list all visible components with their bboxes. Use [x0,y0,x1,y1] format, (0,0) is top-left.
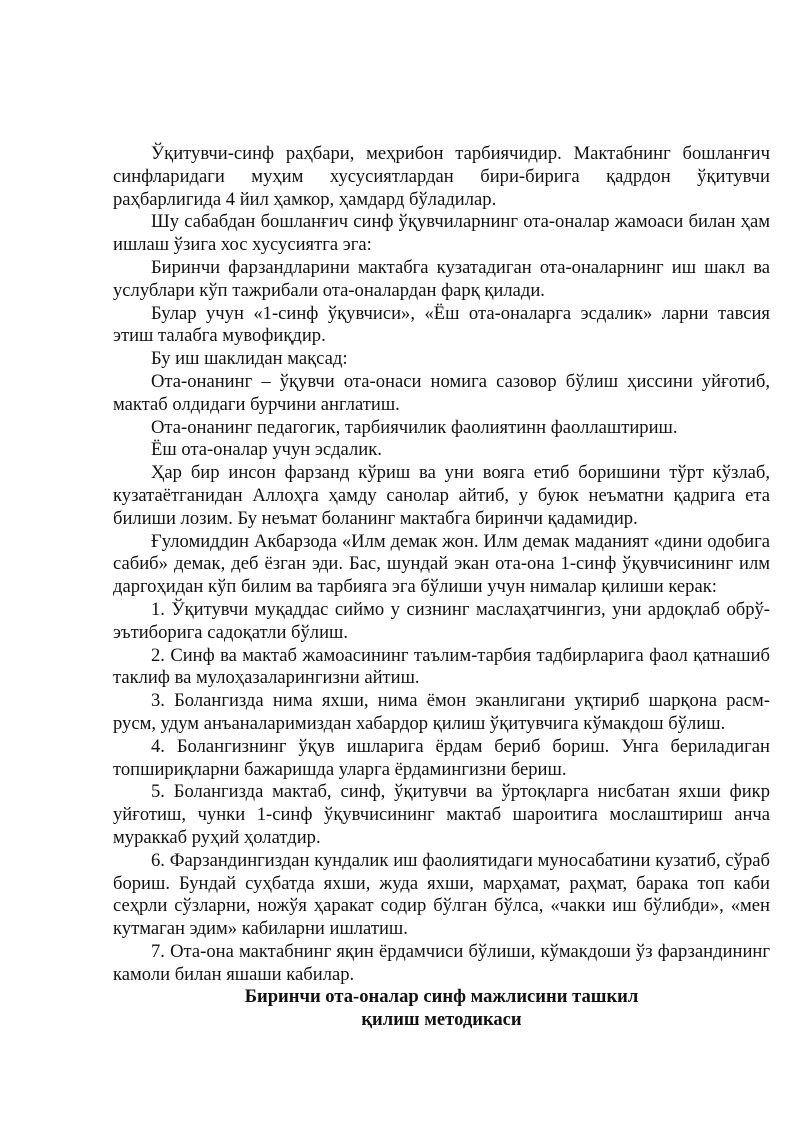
list-item-7: 7. Ота-она мактабнинг яқин ёрдамчиси бўлиши, кўмакдоши ўз фарзандининг камоли билан яшаши кабилар. [113,940,770,985]
list-item-4: 4. Болангизнинг ўқув ишларига ёрдам бериб бориш. Унга бериладиган топшириқларни бажаришда уларга ёрдамингизни бериш. [113,735,770,780]
paragraph-purpose-item-1: Ота-онанинг – ўқувчи ота-онаси номига сазовор бўлиш ҳиссини уйғотиб, мактаб олдидаги бурчини англатиш. [113,370,770,415]
section-heading-line-2: қилиш методикаси [361,1008,522,1030]
paragraph-purpose-item-2: Ота-онанинг педагогик, тарбиячилик фаолиятинн фаоллаштириш. [151,416,678,438]
paragraph-purpose-item-3: Ёш ота-оналар учун эсдалик. [151,439,382,461]
paragraph-quote: Ғуломиддин Акбарзода «Илм демак жон. Илм демак маданият «дини одобига сабиб» демак, деб ёзган эди. Бас, шундай экан ота-она 1-синф ўқувчисининг илм даргоҳидан кўп билим ва тарбияга эга бўлиши учун нималар қилиши керак: [113,530,770,598]
list-item-5: 5. Болангизда мактаб, синф, ўқитувчи ва ўртоқларга нисбатан яхши фикр уйғотиш, чунки 1-синф ўқувчисининг мактаб шароитига мослаштириш анча мураккаб руҳий ҳолатдир. [113,781,770,848]
list-item-2: 2. Синф ва мактаб жамоасининг таълим-тарбия тадбирларига фаол қатнашиб таклиф ва мулоҳазаларингизни айтиш. [113,644,770,689]
paragraph-intro: Ўқитувчи-синф раҳбари, меҳрибон тарбиячидир. Мактабнинг бошланғич синфларидаги муҳим хусусиятлардан бири-бирига қадрдон ўқитувчи раҳбарлигида 4 йил ҳамкор, ҳамдард бўладилар. [113,143,770,210]
paragraph-recommendation: Булар учун «1-синф ўқувчиси», «Ёш ота-оналарга эсдалик» ларни тавсия этиш талабга мувофиқдир. [113,302,770,347]
paragraph-parents-community: Шу сабабдан бошланғич синф ўқувчиларнинг ота-оналар жамоаси билан ҳам ишлаш ўзига хос хусусиятга эга: [113,211,770,256]
section-heading-line-1: Биринчи ота-оналар синф мажлисини ташкил [244,986,639,1007]
body-text [113,143,770,986]
paragraph-purpose: Бу иш шаклидан мақсад: [151,348,348,370]
section-heading [113,986,770,1032]
list-item-1: 1. Ўқитувчи муқаддас сиймо у сизнинг маслаҳатчингиз, уни ардоқлаб обрў-эътиборига садоқатли бўлиш. [113,598,770,643]
paragraph-first-time-parents: Биринчи фарзандларини мактабга кузатадиган ота-оналарнинг иш шакл ва услублари кўп тажрибали ота-оналардан фарқ қилади. [113,256,770,301]
list-item-3: 3. Болангизда нима яхши, нима ёмон эканлигани уқтириб шарқона расм-русм, удум анъаналаримиздан хабардор қилиш ўқитувчига кўмакдош бўлиш. [113,690,770,734]
paragraph-child-blessing: Ҳар бир инсон фарзанд кўриш ва уни вояга етиб боришини тўрт кўзлаб, кузатаётганидан Аллоҳга ҳамду санолар айтиб, у буюк неъматни қадрига ета билиши лозим. Бу неъмат боланинг мактабга биринчи қадамидир. [113,462,770,529]
list-item-6: 6. Фарзандингиздан кундалик иш фаолиятидаги муносабатини кузатиб, сўраб бориш. Бундай суҳбатда яхши, жуда яхши, марҳамат, раҳмат, барака топ каби сеҳрли сўзларни, ножўя ҳаракат содир бўлган бўлса, «чакки иш бўлибди», «мен кутмаган эдим» кабиларни ишлатиш. [113,849,770,940]
